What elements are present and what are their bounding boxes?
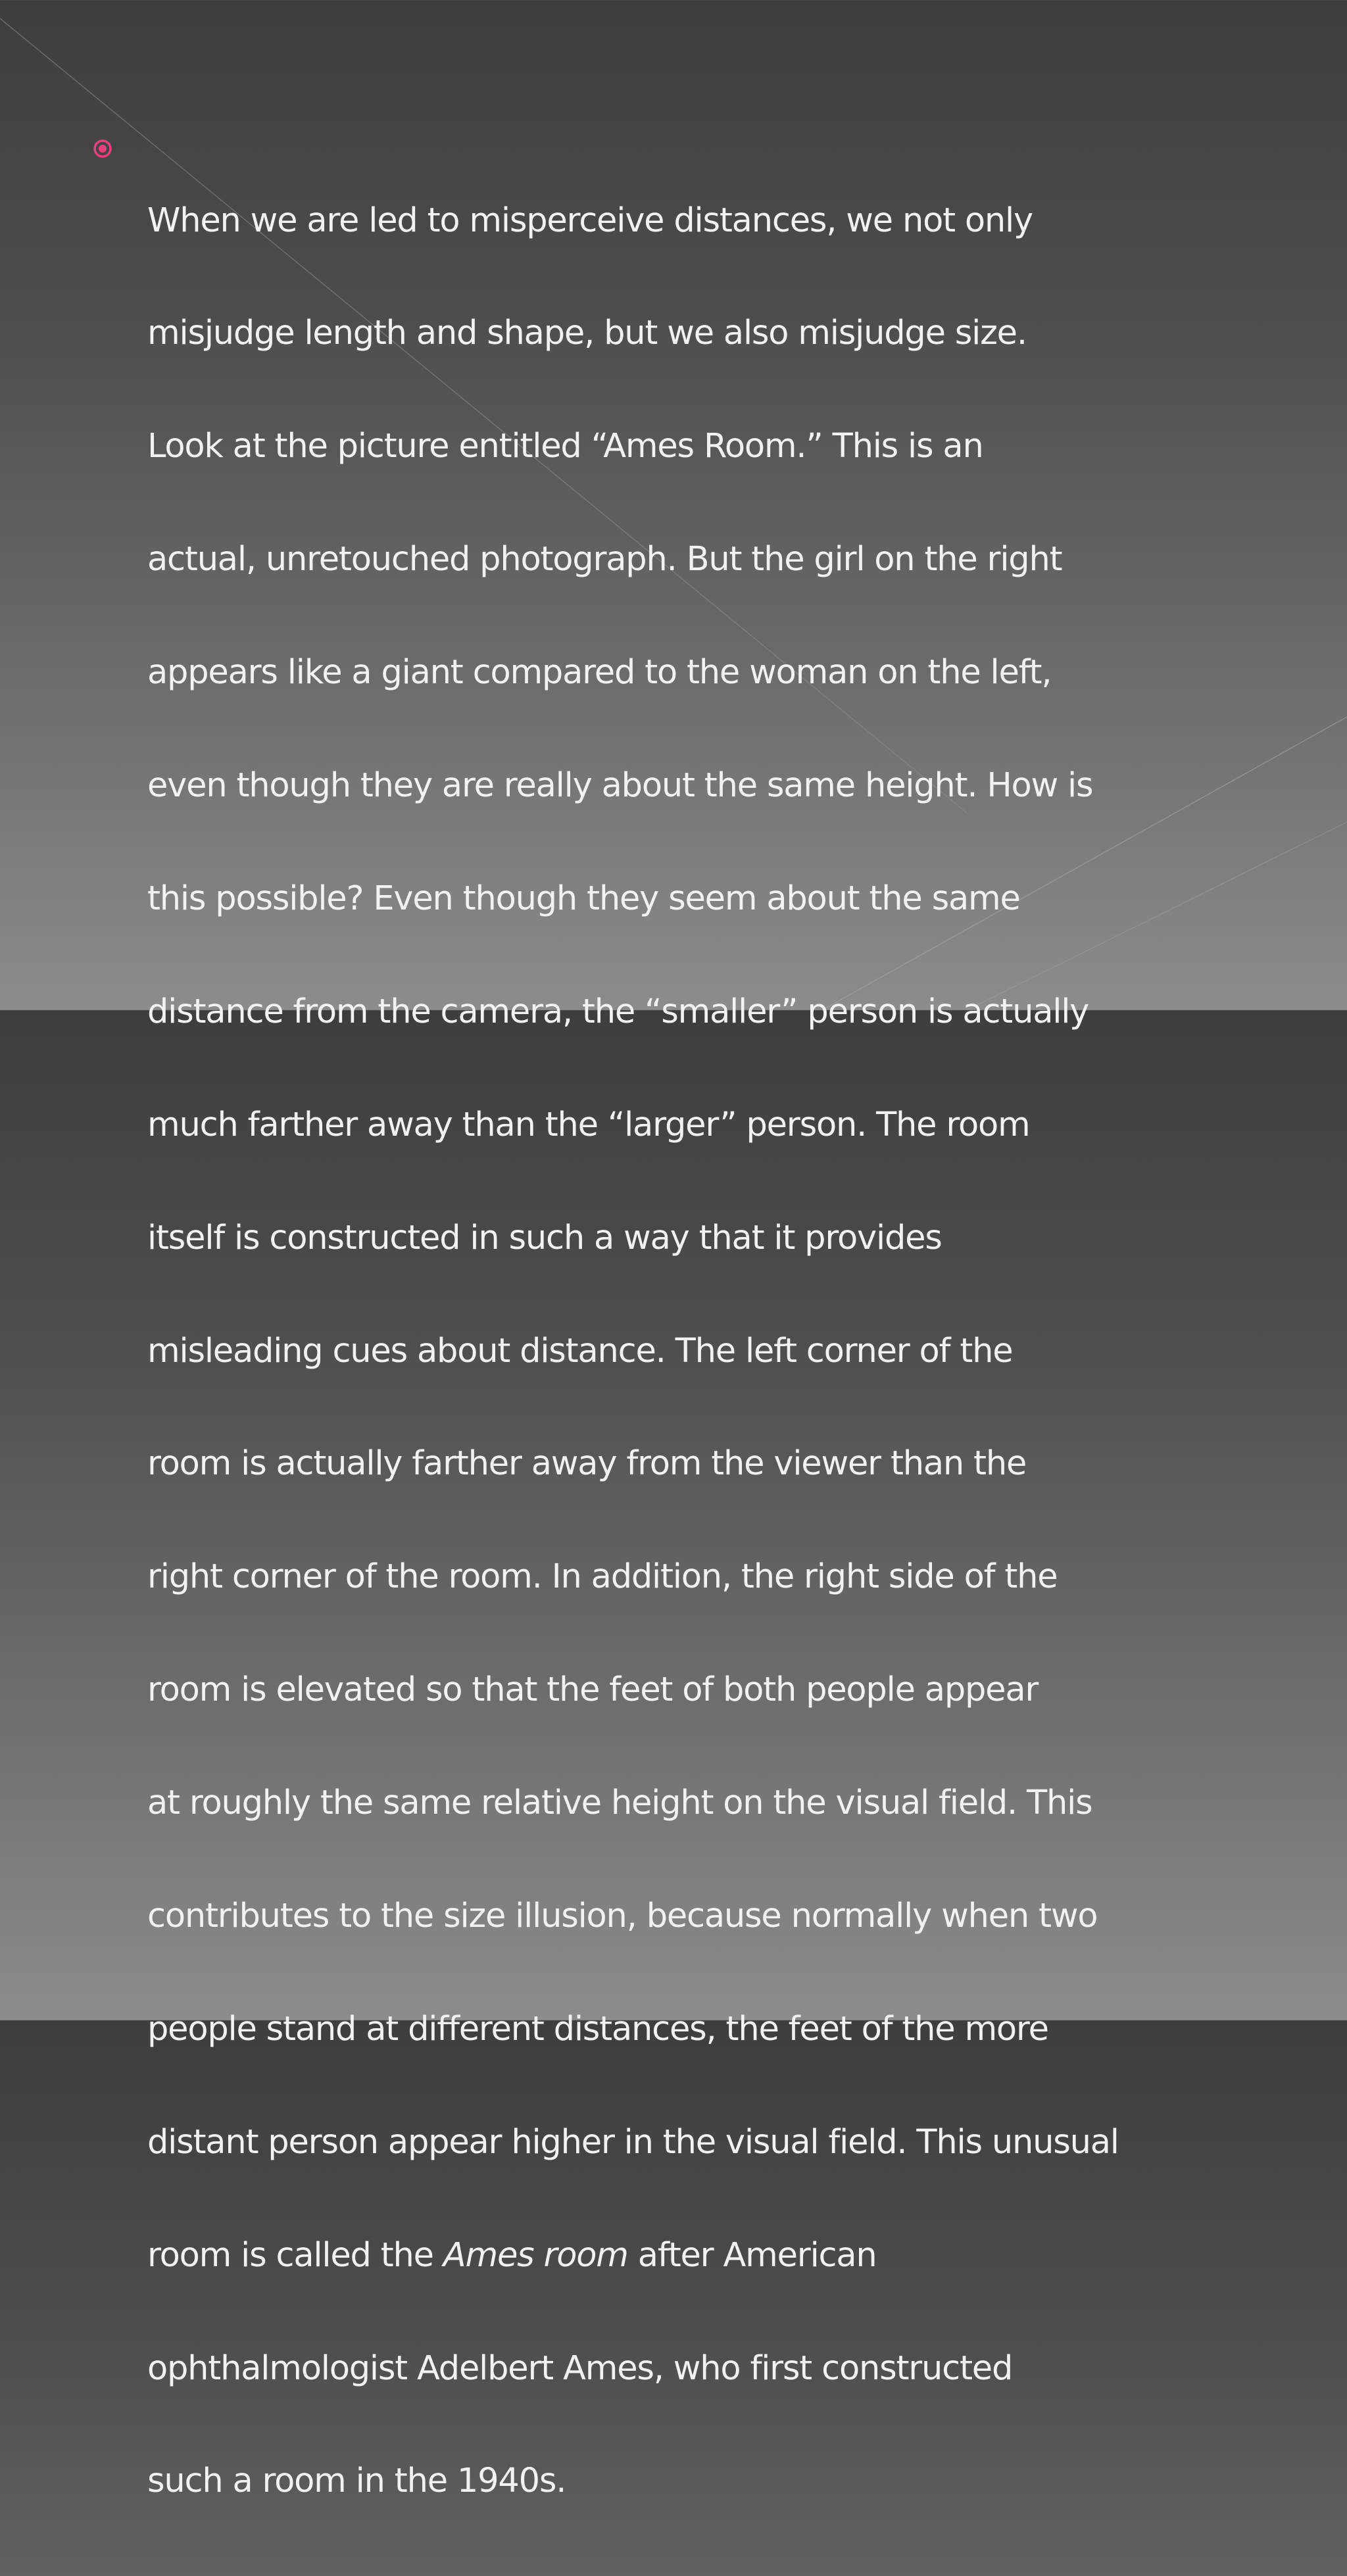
bullet-paragraph — [147, 126, 1279, 2575]
circle-dot-icon — [92, 138, 113, 159]
text-segment: room is called the — [147, 2235, 443, 2275]
text-line: room is actually farther away from the viewer than the — [147, 1444, 1027, 1484]
text-line: ophthalmologist Adelbert Ames, who first constructed — [147, 2348, 1013, 2388]
text-segment: after American — [627, 2235, 877, 2275]
text-line: When we are led to misperceive distances, we not only — [147, 201, 1033, 240]
text-line: misjudge length and shape, but we also misjudge size. — [147, 314, 1027, 353]
text-line: appears like a giant compared to the woman on the left, — [147, 653, 1052, 693]
text-line: even though they are really about the same height. How is — [147, 766, 1093, 806]
text-line: right corner of the room. In addition, the right side of the — [147, 1557, 1058, 1597]
text-line: Look at the picture entitled “Ames Room.” This is an — [147, 427, 983, 466]
text-line: at roughly the same relative height on the visual field. This — [147, 1784, 1092, 1823]
text-line-mixed — [147, 2237, 1279, 2274]
text-line: misleading cues about distance. The left corner of the — [147, 1331, 1013, 1371]
diagonal-line-top — [0, 1, 26, 26]
text-line: distant person appear higher in the visual field. This unusual — [147, 2122, 1119, 2162]
text-line: people stand at different distances, the feet of the more — [147, 2009, 1048, 2049]
text-line: such a room in the 1940s. — [147, 2462, 566, 2501]
text-line: contributes to the size illusion, because normally when two — [147, 1896, 1098, 1935]
text-line: distance from the camera, the “smaller” person is actually — [147, 992, 1089, 1031]
text-line: actual, unretouched photograph. But the girl on the right — [147, 540, 1062, 579]
text-line: this possible? Even though they seem about the same — [147, 879, 1020, 918]
italic-term: Ames room — [443, 2235, 628, 2275]
text-line: much farther away than the “larger” person. The room — [147, 1105, 1030, 1144]
text-line: room is elevated so that the feet of both people appear — [147, 1670, 1039, 1710]
text-line: itself is constructed in such a way that it provides — [147, 1218, 942, 1257]
